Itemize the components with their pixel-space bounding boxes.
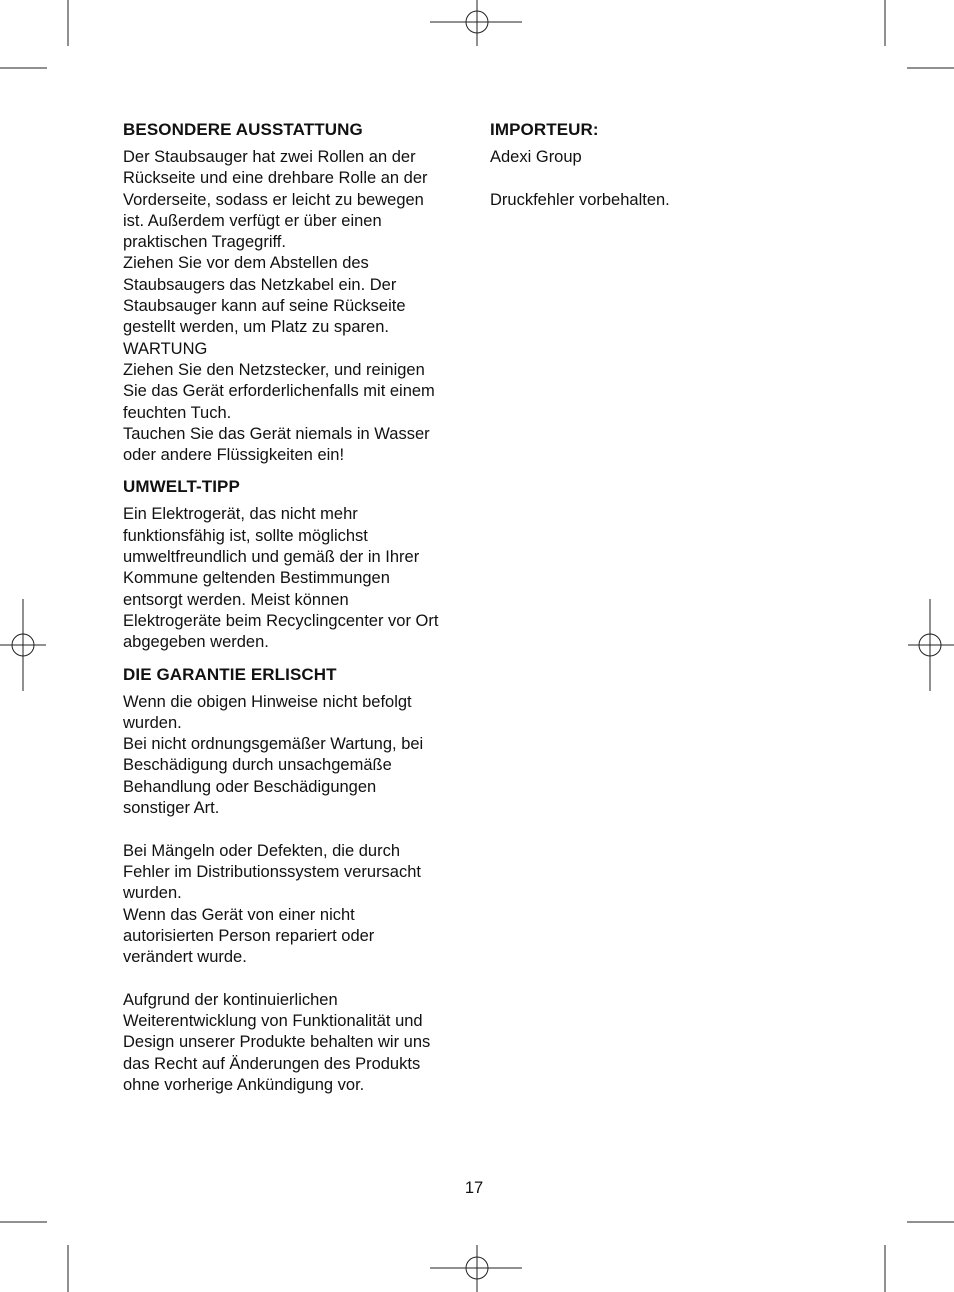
section-heading: BESONDERE AUSSTATTUNG <box>123 120 363 139</box>
section-body: Bei Mängeln oder Defekten, die durch Fehler im Distributionssystem verursacht wurden. Wenn das Gerät von einer nicht autorisierten Person repariert oder verändert wurde. <box>123 841 421 967</box>
right-column <box>490 119 830 221</box>
section-body: Wenn die obigen Hinweise nicht befolgt wurden. Bei nicht ordnungsgemäßer Wartung, bei Beschädigung durch unsachgemäße Behandlung oder Beschädigungen sonstiger Art. <box>123 692 424 818</box>
section-special-features <box>123 119 468 466</box>
section-body: Aufgrund der kontinuierlichen Weiterentwicklung von Funktionalität und Design unserer Produkte behalten wir uns das Recht auf Änderungen des Produkts ohne vorherige Ankündigung vor. <box>123 990 431 1094</box>
section-environment-tip <box>123 476 468 653</box>
section-body: Der Staubsauger hat zwei Rollen an der Rückseite und eine drehbare Rolle an der Vorderseite, sodass er leicht zu bewegen ist. Außerdem verfügt er über einen praktischen Tragegriff. Ziehen Sie vor dem Abstellen des Staubsaugers das Netzkabel ein. Der Staubsauger kann auf seine Rückseite gestellt werden, um Platz zu sparen. WARTUNG Ziehen Sie den Netzstecker, und reinigen Sie das Gerät erforderlichenfalls mit einem feuchten Tuch. Tauchen Sie das Gerät niemals in Wasser oder andere Flüssigkeiten ein! <box>123 148 435 465</box>
section-body: Ein Elektrogerät, das nicht mehr funktionsfähig ist, sollte möglichst umweltfreundlich und gemäß der in Ihrer Kommune geltenden Bestimmungen entsorgt werden. Meist können Elektrogeräte beim Recyclingcenter vor Ort abgegeben werden. <box>123 505 439 652</box>
misprint-disclaimer: Druckfehler vorbehalten. <box>490 190 670 209</box>
importer-company: Adexi Group <box>490 148 582 166</box>
section-importer <box>490 119 830 211</box>
section-heading: UMWELT-TIPP <box>123 477 240 497</box>
section-warranty-void <box>123 664 468 1097</box>
left-column <box>123 119 468 1106</box>
page-number: 17 <box>464 1179 484 1197</box>
section-heading: IMPORTEUR: <box>490 120 599 139</box>
section-heading: DIE GARANTIE ERLISCHT <box>123 664 337 684</box>
